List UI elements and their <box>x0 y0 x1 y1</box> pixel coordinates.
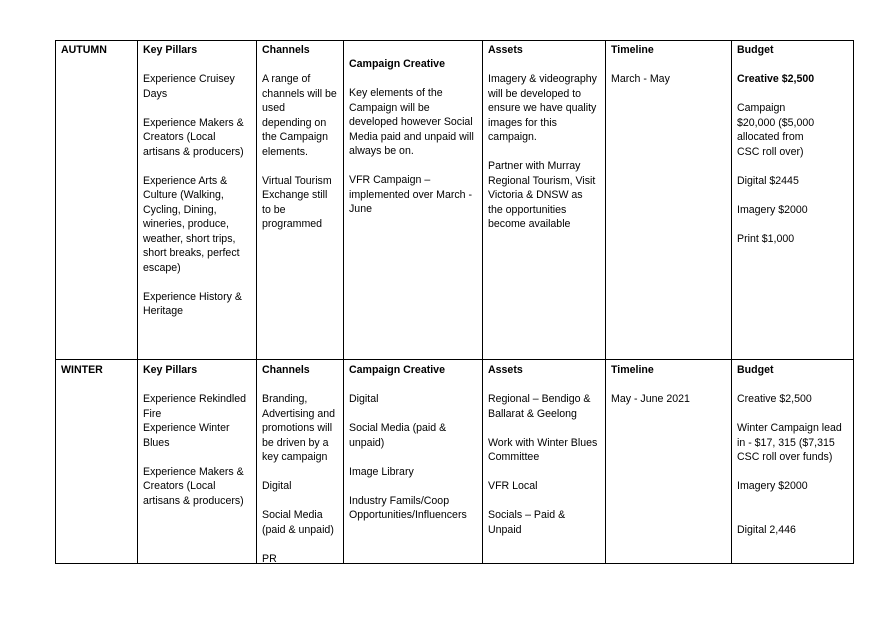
column-header-campaign-creative: Campaign Creative <box>349 58 445 70</box>
creative-item: Image Library <box>349 465 414 478</box>
column-header-channels: Channels <box>262 44 310 56</box>
winter-assets-cell <box>482 360 605 537</box>
column-header-timeline: Timeline <box>611 364 654 376</box>
key-pillar-item: Experience Cruisey Days <box>143 73 235 100</box>
winter-timeline-cell <box>605 360 731 407</box>
channel-item: Branding, Advertising and promotions will be driven by a key campaign <box>262 393 336 463</box>
winter-channels-cell <box>256 360 343 566</box>
budget-creative-total: Creative $2,500 <box>737 73 815 85</box>
autumn-key-pillars-cell <box>137 40 256 319</box>
table-border-bottom <box>55 563 854 564</box>
column-header-key-pillars: Key Pillars <box>143 44 198 56</box>
budget-item: Digital 2,446 <box>737 523 796 536</box>
column-header-budget: Budget <box>737 44 774 56</box>
col-divider <box>605 40 606 564</box>
budget-item: Imagery $2000 <box>737 203 808 216</box>
channel-item: Virtual Tourism Exchange still to be programmed <box>262 174 332 230</box>
autumn-creative-cell <box>343 54 482 217</box>
key-pillar-item: Experience Makers & Creators (Local artisans & producers) <box>143 465 244 507</box>
creative-item: Industry Famils/Coop Opportunities/Influencers <box>349 494 467 521</box>
budget-item: Creative $2,500 <box>737 393 812 405</box>
column-header-assets: Assets <box>488 44 523 56</box>
autumn-channels-cell <box>256 40 343 232</box>
budget-item: Winter Campaign lead in - $17, 315 ($7,315 CSC roll over funds) <box>737 422 842 463</box>
asset-item: Regional – Bendigo & Ballarat & Geelong <box>488 393 591 420</box>
channel-item: A range of channels will be used depending on the Campaign elements. <box>262 73 337 158</box>
column-header-campaign-creative: Campaign Creative <box>349 364 445 376</box>
column-header-assets: Assets <box>488 364 523 376</box>
column-header-budget: Budget <box>737 364 774 376</box>
column-header-channels: Channels <box>262 364 310 376</box>
winter-key-pillars-cell <box>137 360 256 508</box>
asset-item: VFR Local <box>488 480 538 492</box>
budget-item: Print $1,000 <box>737 232 795 245</box>
budget-item: Imagery $2000 <box>737 480 808 492</box>
asset-item: Partner with Murray Regional Tourism, Visit Victoria & DNSW as the opportunities become available <box>488 160 596 230</box>
column-header-timeline: Timeline <box>611 44 654 56</box>
column-header-key-pillars: Key Pillars <box>143 364 198 376</box>
season-label: AUTUMN <box>61 44 107 56</box>
autumn-budget-cell <box>731 40 853 246</box>
key-pillar-item: Experience Rekindled Fire <box>143 393 247 420</box>
asset-item: Work with Winter Blues Committee <box>488 436 598 463</box>
timeline-item: May - June 2021 <box>611 393 690 405</box>
key-pillar-item: Experience Arts & Culture (Walking, Cycling, Dining, wineries, produce, weather, short trips, short breaks, perfect escape) <box>143 174 240 274</box>
timeline-item: March - May <box>611 73 670 85</box>
season-label: WINTER <box>61 364 103 376</box>
key-pillar-item: Experience Makers & Creators (Local artisans & producers) <box>143 116 244 158</box>
creative-item: Digital <box>349 393 379 405</box>
asset-item: Socials – Paid & Unpaid <box>488 509 566 536</box>
autumn-assets-cell <box>482 40 605 232</box>
autumn-timeline-cell <box>605 40 731 87</box>
asset-item: Imagery & videography will be developed to ensure we have quality images for this campaign. <box>488 73 597 143</box>
winter-budget-cell <box>731 360 853 537</box>
creative-item: VFR Campaign – implemented over March - June <box>349 174 473 215</box>
channel-item: Social Media (paid & unpaid) <box>262 509 334 536</box>
creative-item: Social Media (paid & unpaid) <box>349 422 447 449</box>
creative-item: Key elements of the Campaign will be developed however Social Media paid and unpaid will always be on. <box>349 87 474 157</box>
winter-season-cell <box>55 360 137 378</box>
table-border-left <box>55 40 56 564</box>
table-border-right <box>853 40 854 564</box>
autumn-season-cell <box>55 40 137 58</box>
key-pillar-item: Experience Winter Blues <box>143 422 230 449</box>
budget-item: Campaign $20,000 ($5,000 allocated from CSC roll over) <box>737 102 815 158</box>
key-pillar-item: Experience History & Heritage <box>143 290 242 317</box>
channel-item: PR <box>262 552 277 565</box>
budget-item: Digital $2445 <box>737 174 799 187</box>
channel-item: Digital <box>262 480 292 492</box>
winter-creative-cell <box>343 360 482 523</box>
